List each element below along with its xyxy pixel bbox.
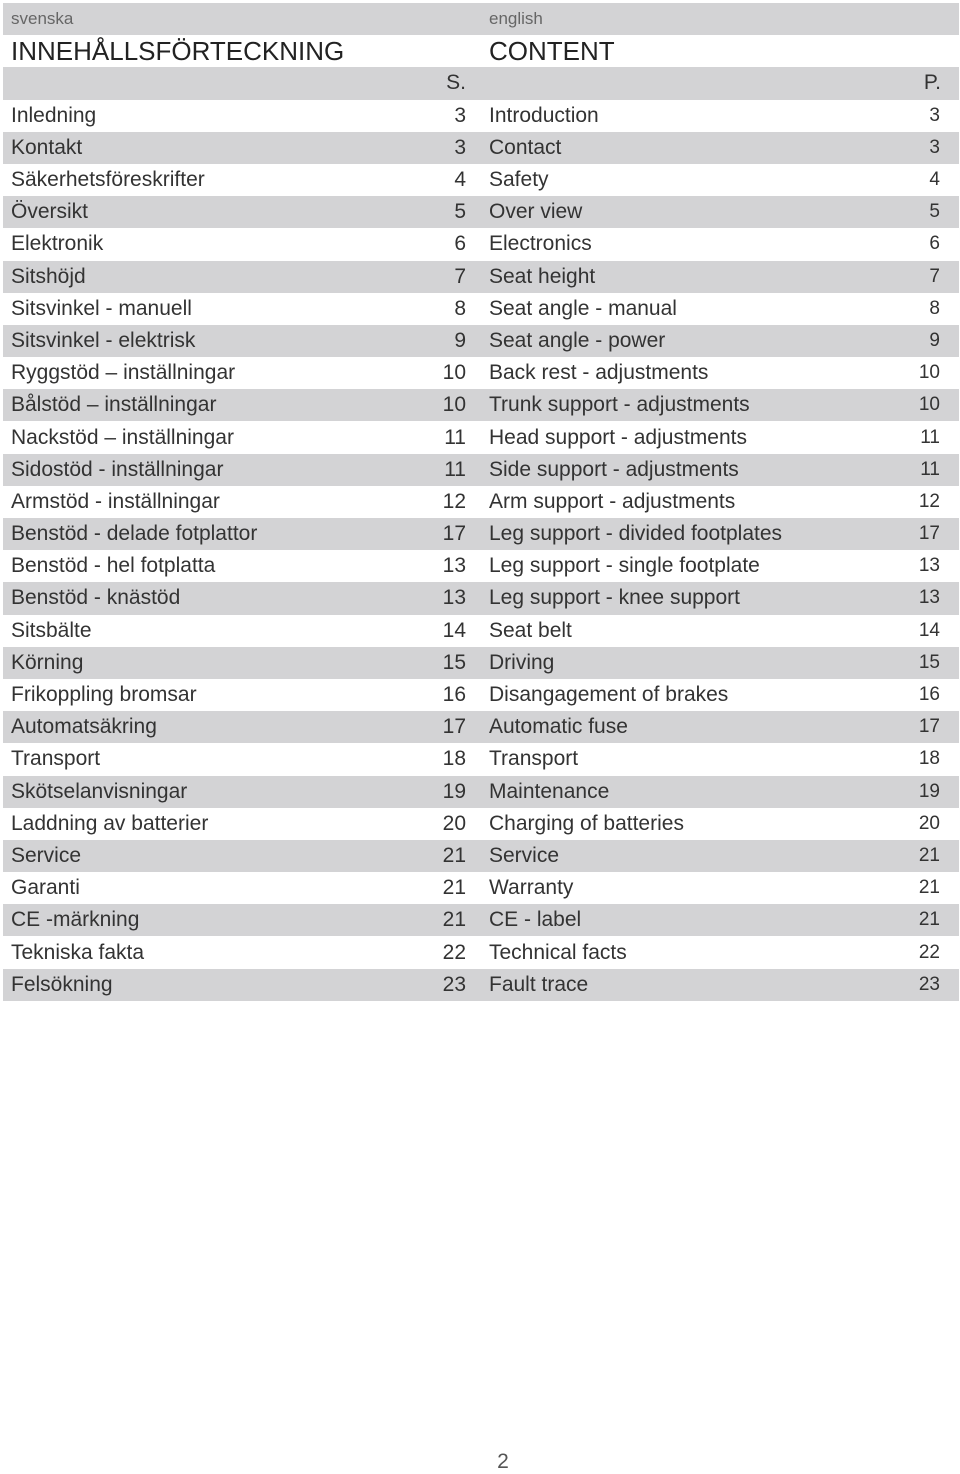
toc-entry-swedish — [3, 325, 481, 357]
toc-row — [3, 808, 959, 840]
toc-entry-english — [481, 228, 959, 260]
toc-row — [3, 100, 959, 132]
entry-page-english: 12 — [918, 490, 940, 512]
toc-entry-swedish — [3, 454, 481, 486]
entry-page-swedish: 4 — [454, 168, 466, 192]
toc-entry-english — [481, 164, 959, 196]
toc-entry-english — [481, 550, 959, 582]
toc-entry-english — [481, 904, 959, 936]
entry-title-swedish: Översikt — [11, 200, 89, 224]
title-cell-swedish — [3, 35, 481, 67]
entry-title-swedish: Sitsvinkel - manuell — [11, 296, 192, 320]
entry-title-english: Back rest - adjustments — [489, 361, 709, 385]
toc-entry-english — [481, 100, 959, 132]
entry-title-swedish: Transport — [11, 747, 101, 771]
entry-page-swedish: 5 — [454, 200, 466, 224]
entry-page-english: 15 — [918, 651, 940, 673]
toc-row — [3, 454, 959, 486]
toc-row — [3, 679, 959, 711]
language-label-english: english — [489, 9, 543, 29]
entry-page-english: 3 — [929, 104, 940, 126]
entry-page-swedish: 18 — [442, 747, 466, 771]
table-of-contents — [3, 3, 959, 1001]
entry-page-english: 17 — [918, 523, 940, 545]
toc-row — [3, 486, 959, 518]
toc-row — [3, 872, 959, 904]
entry-title-swedish: Sitsbälte — [11, 618, 92, 642]
toc-entry-english — [481, 743, 959, 775]
entry-title-swedish: Benstöd - delade fotplattor — [11, 522, 258, 546]
entry-title-swedish: Ryggstöd – inställningar — [11, 361, 236, 385]
entry-title-english: Side support - adjustments — [489, 457, 739, 481]
toc-entry-swedish — [3, 615, 481, 647]
toc-row — [3, 840, 959, 872]
toc-entry-swedish — [3, 196, 481, 228]
entry-title-swedish: Frikoppling bromsar — [11, 683, 197, 707]
toc-row — [3, 904, 959, 936]
entry-title-english: Charging of batteries — [489, 811, 684, 835]
entry-page-english: 21 — [918, 844, 940, 866]
entry-page-swedish: 7 — [454, 264, 466, 288]
page-header-cell-english — [481, 67, 959, 99]
swedish-column-header — [3, 3, 481, 35]
toc-row — [3, 518, 959, 550]
entry-page-swedish: 20 — [442, 811, 466, 835]
entry-title-english: Service — [489, 843, 560, 867]
entry-title-swedish: Bålstöd – inställningar — [11, 393, 217, 417]
entry-page-swedish: 21 — [442, 908, 466, 932]
entry-title-english: Arm support - adjustments — [489, 489, 736, 513]
entry-title-english: Seat belt — [489, 618, 572, 642]
entry-title-swedish: Armstöd - inställningar — [11, 489, 220, 513]
toc-entry-english — [481, 518, 959, 550]
toc-row — [3, 743, 959, 775]
entry-title-english: Transport — [489, 747, 579, 771]
entry-page-english: 20 — [918, 812, 940, 834]
toc-entry-english — [481, 486, 959, 518]
entry-title-swedish: Kontakt — [11, 135, 83, 159]
toc-row — [3, 357, 959, 389]
toc-entry-swedish — [3, 776, 481, 808]
page-column-label-swedish: S. — [446, 71, 466, 95]
toc-entry-english — [481, 421, 959, 453]
toc-entry-english — [481, 647, 959, 679]
entry-title-swedish: Automatsäkring — [11, 715, 157, 739]
entry-title-swedish: Benstöd - knästöd — [11, 586, 181, 610]
entry-title-swedish: Skötselanvisningar — [11, 779, 188, 803]
toc-entry-swedish — [3, 936, 481, 968]
entry-page-english: 3 — [929, 136, 940, 158]
toc-entry-swedish — [3, 904, 481, 936]
entry-page-english: 10 — [918, 362, 940, 384]
entry-page-english: 19 — [918, 780, 940, 802]
toc-entry-english — [481, 357, 959, 389]
entry-page-swedish: 12 — [442, 489, 466, 513]
toc-row — [3, 936, 959, 968]
toc-entry-swedish — [3, 228, 481, 260]
toc-entry-swedish — [3, 421, 481, 453]
toc-entries — [3, 100, 959, 1001]
entry-page-english: 18 — [918, 748, 940, 770]
toc-entry-swedish — [3, 872, 481, 904]
entry-title-swedish: Tekniska fakta — [11, 940, 145, 964]
toc-entry-english — [481, 776, 959, 808]
entry-page-english: 9 — [929, 329, 940, 351]
toc-entry-english — [481, 969, 959, 1001]
toc-row — [3, 615, 959, 647]
toc-entry-english — [481, 872, 959, 904]
entry-page-swedish: 3 — [454, 135, 466, 159]
entry-page-english: 13 — [918, 587, 940, 609]
toc-entry-english — [481, 840, 959, 872]
toc-entry-swedish — [3, 261, 481, 293]
toc-entry-english — [481, 808, 959, 840]
entry-page-english: 17 — [918, 716, 940, 738]
toc-entry-swedish — [3, 647, 481, 679]
entry-page-swedish: 3 — [454, 103, 466, 127]
entry-title-english: Seat angle - manual — [489, 296, 677, 320]
title-row — [3, 35, 959, 67]
toc-row — [3, 711, 959, 743]
entry-title-english: CE - label — [489, 908, 582, 932]
entry-page-swedish: 21 — [442, 843, 466, 867]
entry-page-english: 22 — [918, 941, 940, 963]
entry-page-english: 11 — [920, 458, 940, 480]
entry-page-swedish: 14 — [442, 618, 466, 642]
entry-page-english: 8 — [929, 297, 940, 319]
toc-entry-english — [481, 325, 959, 357]
entry-title-swedish: Sitsvinkel - elektrisk — [11, 328, 196, 352]
entry-page-swedish: 8 — [454, 296, 466, 320]
entry-title-english: Safety — [489, 168, 549, 192]
toc-entry-swedish — [3, 743, 481, 775]
entry-page-english: 5 — [929, 201, 940, 223]
entry-page-swedish: 22 — [442, 940, 466, 964]
toc-row — [3, 550, 959, 582]
toc-entry-english — [481, 711, 959, 743]
entry-page-english: 23 — [918, 973, 940, 995]
entry-page-english: 7 — [929, 265, 940, 287]
toc-row — [3, 164, 959, 196]
entry-title-english: Leg support - knee support — [489, 586, 740, 610]
toc-entry-english — [481, 936, 959, 968]
entry-page-swedish: 16 — [442, 683, 466, 707]
entry-title-swedish: Inledning — [11, 103, 97, 127]
entry-title-english: Introduction — [489, 103, 599, 127]
toc-entry-swedish — [3, 357, 481, 389]
entry-title-english: Technical facts — [489, 940, 627, 964]
toc-entry-swedish — [3, 100, 481, 132]
entry-title-english: Electronics — [489, 232, 592, 256]
toc-entry-swedish — [3, 293, 481, 325]
entry-title-english: Fault trace — [489, 972, 589, 996]
page-title-english: CONTENT — [489, 35, 615, 66]
entry-page-swedish: 17 — [442, 522, 466, 546]
toc-entry-english — [481, 293, 959, 325]
toc-entry-swedish — [3, 840, 481, 872]
page-column-label-english: P. — [923, 71, 941, 95]
toc-entry-swedish — [3, 582, 481, 614]
entry-page-swedish: 15 — [442, 650, 466, 674]
entry-title-swedish: CE -märkning — [11, 908, 140, 932]
entry-page-swedish: 17 — [442, 715, 466, 739]
entry-title-english: Warranty — [489, 876, 574, 900]
entry-page-swedish: 23 — [442, 972, 466, 996]
entry-page-swedish: 13 — [442, 554, 466, 578]
toc-entry-swedish — [3, 518, 481, 550]
toc-row — [3, 196, 959, 228]
entry-page-english: 4 — [929, 169, 940, 191]
entry-page-swedish: 10 — [442, 361, 466, 385]
entry-title-english: Seat height — [489, 264, 596, 288]
toc-entry-english — [481, 582, 959, 614]
entry-title-english: Maintenance — [489, 779, 610, 803]
page-column-header-row — [3, 67, 959, 99]
toc-entry-swedish — [3, 711, 481, 743]
english-column-header — [481, 3, 959, 35]
entry-page-english: 6 — [929, 233, 940, 255]
toc-entry-swedish — [3, 389, 481, 421]
toc-entry-swedish — [3, 679, 481, 711]
toc-row — [3, 293, 959, 325]
title-cell-english — [481, 35, 959, 67]
entry-page-english: 11 — [920, 426, 940, 448]
toc-entry-swedish — [3, 164, 481, 196]
toc-row — [3, 776, 959, 808]
entry-page-english: 14 — [918, 619, 940, 641]
toc-entry-swedish — [3, 969, 481, 1001]
page-header-cell-swedish — [3, 67, 481, 99]
entry-page-swedish: 11 — [444, 457, 466, 481]
toc-entry-english — [481, 454, 959, 486]
entry-title-english: Trunk support - adjustments — [489, 393, 750, 417]
toc-row — [3, 582, 959, 614]
toc-entry-english — [481, 615, 959, 647]
entry-page-swedish: 19 — [442, 779, 466, 803]
entry-title-swedish: Nackstöd – inställningar — [11, 425, 234, 449]
entry-page-swedish: 6 — [454, 232, 466, 256]
entry-page-swedish: 10 — [442, 393, 466, 417]
toc-entry-english — [481, 261, 959, 293]
entry-title-english: Leg support - divided footplates — [489, 522, 783, 546]
entry-page-english: 10 — [918, 394, 940, 416]
toc-row — [3, 132, 959, 164]
entry-page-swedish: 9 — [454, 328, 466, 352]
page-title-swedish: INNEHÅLLSFÖRTECKNING — [11, 35, 345, 66]
toc-row — [3, 261, 959, 293]
toc-entry-swedish — [3, 486, 481, 518]
entry-page-english: 21 — [918, 877, 940, 899]
entry-page-swedish: 21 — [442, 876, 466, 900]
toc-entry-english — [481, 679, 959, 711]
toc-row — [3, 325, 959, 357]
toc-entry-english — [481, 196, 959, 228]
entry-title-english: Disangagement of brakes — [489, 683, 729, 707]
toc-entry-swedish — [3, 132, 481, 164]
entry-title-english: Over view — [489, 200, 583, 224]
toc-entry-english — [481, 132, 959, 164]
entry-title-swedish: Elektronik — [11, 232, 104, 256]
entry-title-english: Head support - adjustments — [489, 425, 747, 449]
entry-title-swedish: Säkerhetsföreskrifter — [11, 168, 205, 192]
entry-title-english: Driving — [489, 650, 555, 674]
toc-entry-swedish — [3, 808, 481, 840]
entry-title-swedish: Garanti — [11, 876, 80, 900]
toc-entry-english — [481, 389, 959, 421]
entry-title-english: Automatic fuse — [489, 715, 628, 739]
entry-page-english: 21 — [918, 909, 940, 931]
toc-row — [3, 421, 959, 453]
entry-title-swedish: Benstöd - hel fotplatta — [11, 554, 216, 578]
toc-entry-swedish — [3, 550, 481, 582]
toc-row — [3, 228, 959, 260]
entry-title-english: Leg support - single footplate — [489, 554, 760, 578]
entry-title-swedish: Felsökning — [11, 972, 113, 996]
toc-row — [3, 647, 959, 679]
entry-title-swedish: Service — [11, 843, 82, 867]
entry-title-swedish: Sitshöjd — [11, 264, 86, 288]
entry-title-english: Contact — [489, 135, 562, 159]
toc-row — [3, 969, 959, 1001]
entry-page-swedish: 11 — [444, 425, 466, 449]
entry-title-swedish: Laddning av batterier — [11, 811, 209, 835]
entry-title-english: Seat angle - power — [489, 328, 666, 352]
entry-title-swedish: Körning — [11, 650, 84, 674]
entry-page-english: 16 — [918, 684, 940, 706]
language-label-swedish: svenska — [11, 9, 74, 29]
entry-page-english: 13 — [918, 555, 940, 577]
page-number: 2 — [497, 1450, 509, 1473]
toc-row — [3, 389, 959, 421]
entry-title-swedish: Sidostöd - inställningar — [11, 457, 224, 481]
entry-page-swedish: 13 — [442, 586, 466, 610]
language-header-row — [3, 3, 959, 35]
